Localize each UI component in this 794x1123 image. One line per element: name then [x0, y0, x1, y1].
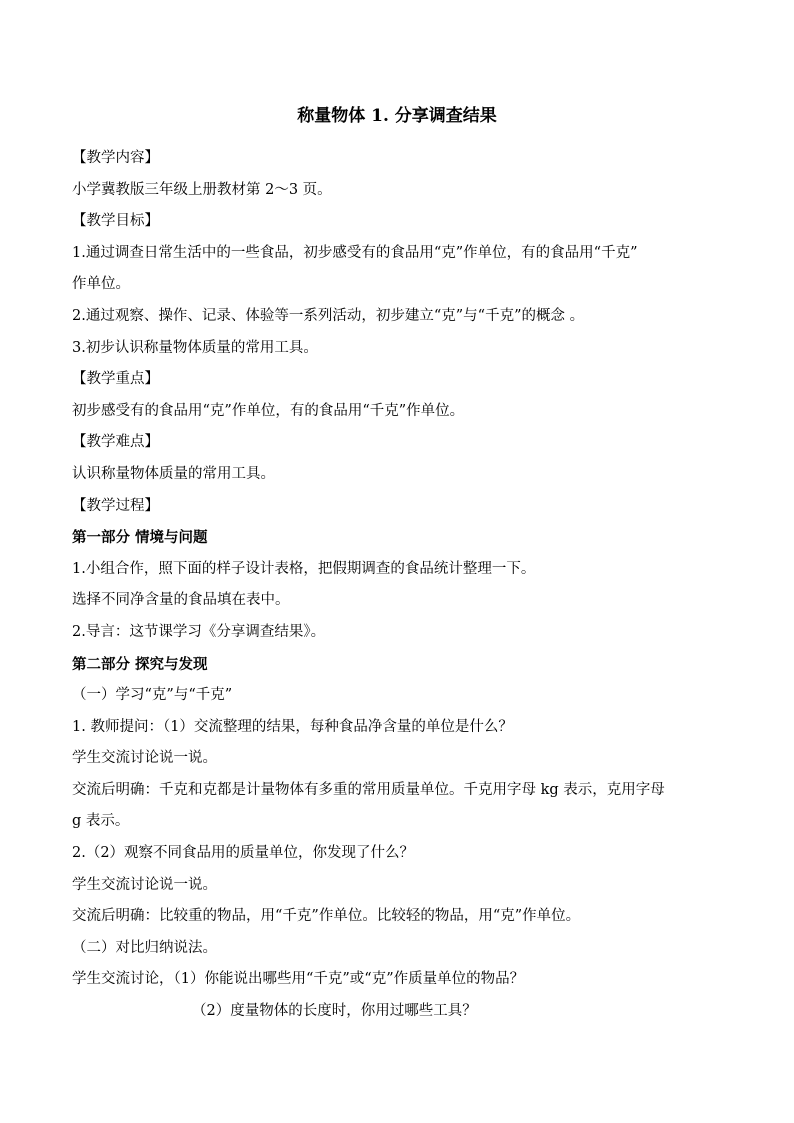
- paragraph: 交流后明确：比较重的物品，用“千克”作单位。比较轻的物品，用“克”作单位。: [72, 908, 581, 925]
- part-heading-2: 第二部分 探究与发现: [72, 655, 208, 673]
- paragraph: 学生交流讨论，（1）你能说出哪些用“千克”或“克”作质量单位的物品？: [72, 971, 525, 988]
- section-heading-process: 【教学过程】: [72, 497, 159, 514]
- paragraph-indented: （2）度量物体的长度时，你用过哪些工具？: [192, 1003, 477, 1020]
- subsection-heading-2: （二）对比归纳说法。: [72, 939, 217, 956]
- paragraph: 交流后明确：千克和克都是计量物体有多重的常用质量单位。千克用字母 kg 表示，克用字母: [72, 781, 665, 798]
- paragraph: 学生交流讨论说一说。: [72, 750, 217, 767]
- paragraph: 1. 教师提问：（1）交流整理的结果，每种食品净含量的单位是什么？: [72, 718, 513, 735]
- paragraph: 2.导言：这节课学习《分享调查结果》。: [72, 623, 326, 640]
- goal-item-1: 1.通过调查日常生活中的一些食品，初步感受有的食品用“克”作单位，有的食品用“千克”: [72, 244, 638, 261]
- paragraph: 1.小组合作，照下面的样子设计表格，把假期调查的食品统计整理一下。: [72, 560, 536, 577]
- section-heading-content: 【教学内容】: [72, 150, 159, 166]
- document-body: [72, 143, 732, 1028]
- part-heading-1: 第一部分 情境与问题: [72, 529, 208, 547]
- paragraph: 学生交流讨论说一说。: [72, 876, 217, 893]
- goal-item-2: 2.通过观察、操作、记录、体验等一系列活动，初步建立“克”与“千克”的概念 。: [72, 307, 585, 324]
- paragraph: 选择不同净含量的食品填在表中。: [72, 592, 290, 609]
- paragraph: 2.（2）观察不同食品用的质量单位，你发现了什么？: [72, 845, 415, 862]
- goal-item-1-continued: 作单位。: [72, 276, 130, 293]
- paragraph: 初步感受有的食品用“克”作单位，有的食品用“千克”作单位。: [72, 402, 465, 419]
- paragraph-continued: g 表示。: [72, 813, 130, 830]
- paragraph: 小学冀教版三年级上册教材第 2～3 页。: [72, 181, 332, 198]
- section-heading-difficulties: 【教学难点】: [72, 434, 159, 451]
- section-heading-key-points: 【教学重点】: [72, 371, 159, 388]
- paragraph: 认识称量物体质量的常用工具。: [72, 465, 275, 482]
- document-title: 称量物体 1. 分享调查结果: [297, 106, 497, 126]
- goal-item-3: 3.初步认识称量物体质量的常用工具。: [72, 339, 318, 356]
- subsection-heading-1: （一）学习“克”与“千克”: [72, 687, 233, 704]
- section-heading-goals: 【教学目标】: [72, 213, 159, 230]
